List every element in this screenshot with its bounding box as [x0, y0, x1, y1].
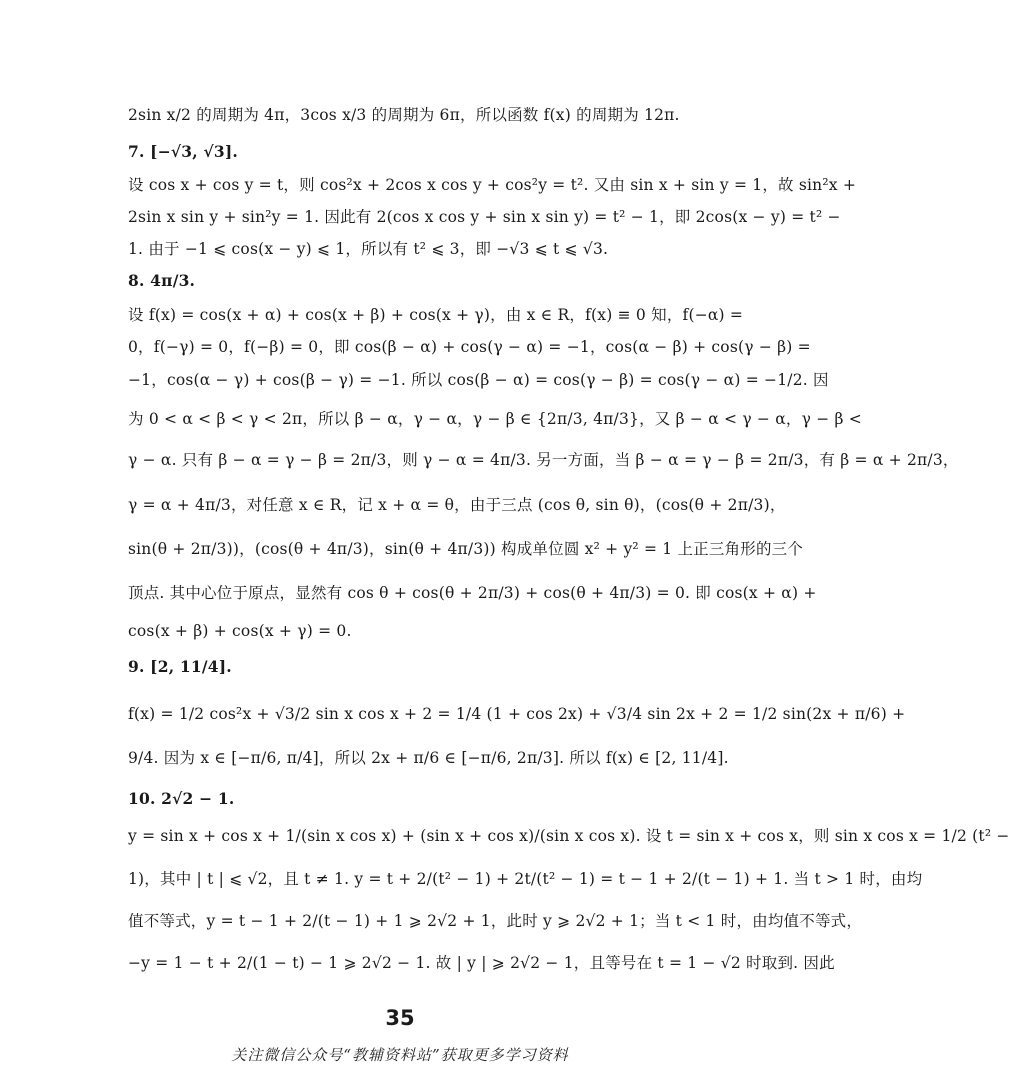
text-line: 9/4. 因为 x ∈ [−π/6, π/4]，所以 2x + π/6 ∈ [−π/6, 2π/3]. 所以 f(x) ∈ [2, 11/4]. — [128, 749, 729, 767]
text-line: γ = α + 4π/3，对任意 x ∈ R，记 x + α = θ，由于三点 (cos θ, sin θ)，(cos(θ + 2π/3)， — [128, 496, 786, 514]
text-line: 1)，其中 | t | ⩽ √2，且 t ≠ 1. y = t + 2/(t² − 1) + 2t/(t² − 1) = t − 1 + 2/(t − 1) + 1. 当 t > 1 时，由均 — [128, 870, 923, 888]
text-line: 1. 由于 −1 ⩽ cos(x − y) ⩽ 1，所以有 t² ⩽ 3，即 −√3 ⩽ t ⩽ √3. — [128, 240, 609, 258]
text-line: cos(x + β) + cos(x + γ) = 0. — [128, 622, 352, 640]
text-line: y = sin x + cos x + 1/(sin x cos x) + (sin x + cos x)/(sin x cos x). 设 t = sin x + cos x，则 sin x cos x = 1/2 (t² − — [128, 827, 1010, 845]
text-line: 为 0 < α < β < γ < 2π，所以 β − α，γ − α，γ − β ∈ {2π/3, 4π/3}，又 β − α < γ − α，γ − β < — [128, 410, 862, 428]
text-line: 0，f(−γ) = 0，f(−β) = 0，即 cos(β − α) + cos(γ − α) = −1，cos(α − β) + cos(γ − β) = — [128, 338, 811, 356]
text-line: −1，cos(α − γ) + cos(β − γ) = −1. 所以 cos(β − α) = cos(γ − β) = cos(γ − α) = −1/2. 因 — [128, 371, 829, 389]
text-line: 2sin x/2 的周期为 4π，3cos x/3 的周期为 6π，所以函数 f(x) 的周期为 12π. — [128, 106, 680, 124]
text-line: γ − α. 只有 β − α = γ − β = 2π/3，则 γ − α = 4π/3. 另一方面，当 β − α = γ − β = 2π/3，有 β = α + 2π/3， — [128, 451, 959, 469]
answer-10-heading: 10. 2√2 − 1. — [128, 789, 235, 808]
answer-8-heading: 8. 4π/3. — [128, 271, 196, 290]
text-line: 值不等式，y = t − 1 + 2/(t − 1) + 1 ⩾ 2√2 + 1，此时 y ⩾ 2√2 + 1；当 t < 1 时，由均值不等式， — [128, 912, 863, 930]
answer-9-heading: 9. [2, 11/4]. — [128, 657, 232, 676]
text-line: f(x) = 1/2 cos²x + √3/2 sin x cos x + 2 = 1/4 (1 + cos 2x) + √3/4 sin 2x + 2 = 1/2 sin(2x + π/6) + — [128, 705, 906, 723]
footer-watermark: 关注微信公众号“教辅资料站”获取更多学习资料 — [231, 1046, 569, 1064]
text-line: −y = 1 − t + 2/(1 − t) − 1 ⩾ 2√2 − 1. 故 | y | ⩾ 2√2 − 1，且等号在 t = 1 − √2 时取到. 因此 — [128, 954, 835, 972]
text-line: 设 cos x + cos y = t，则 cos²x + 2cos x cos y + cos²y = t². 又由 sin x + sin y = 1，故 sin²x + — [128, 176, 857, 194]
answer-7-heading: 7. [−√3, √3]. — [128, 142, 238, 161]
page-number: 35 — [385, 1006, 415, 1030]
text-line: 顶点. 其中心位于原点，显然有 cos θ + cos(θ + 2π/3) + cos(θ + 4π/3) = 0. 即 cos(x + α) + — [128, 584, 817, 602]
text-line: 设 f(x) = cos(x + α) + cos(x + β) + cos(x + γ)，由 x ∈ R，f(x) ≡ 0 知，f(−α) = — [128, 306, 744, 324]
text-line: 2sin x sin y + sin²y = 1. 因此有 2(cos x cos y + sin x sin y) = t² − 1，即 2cos(x − y) = t² − — [128, 208, 841, 226]
text-line: sin(θ + 2π/3))，(cos(θ + 4π/3)，sin(θ + 4π/3)) 构成单位圆 x² + y² = 1 上正三角形的三个 — [128, 540, 804, 558]
